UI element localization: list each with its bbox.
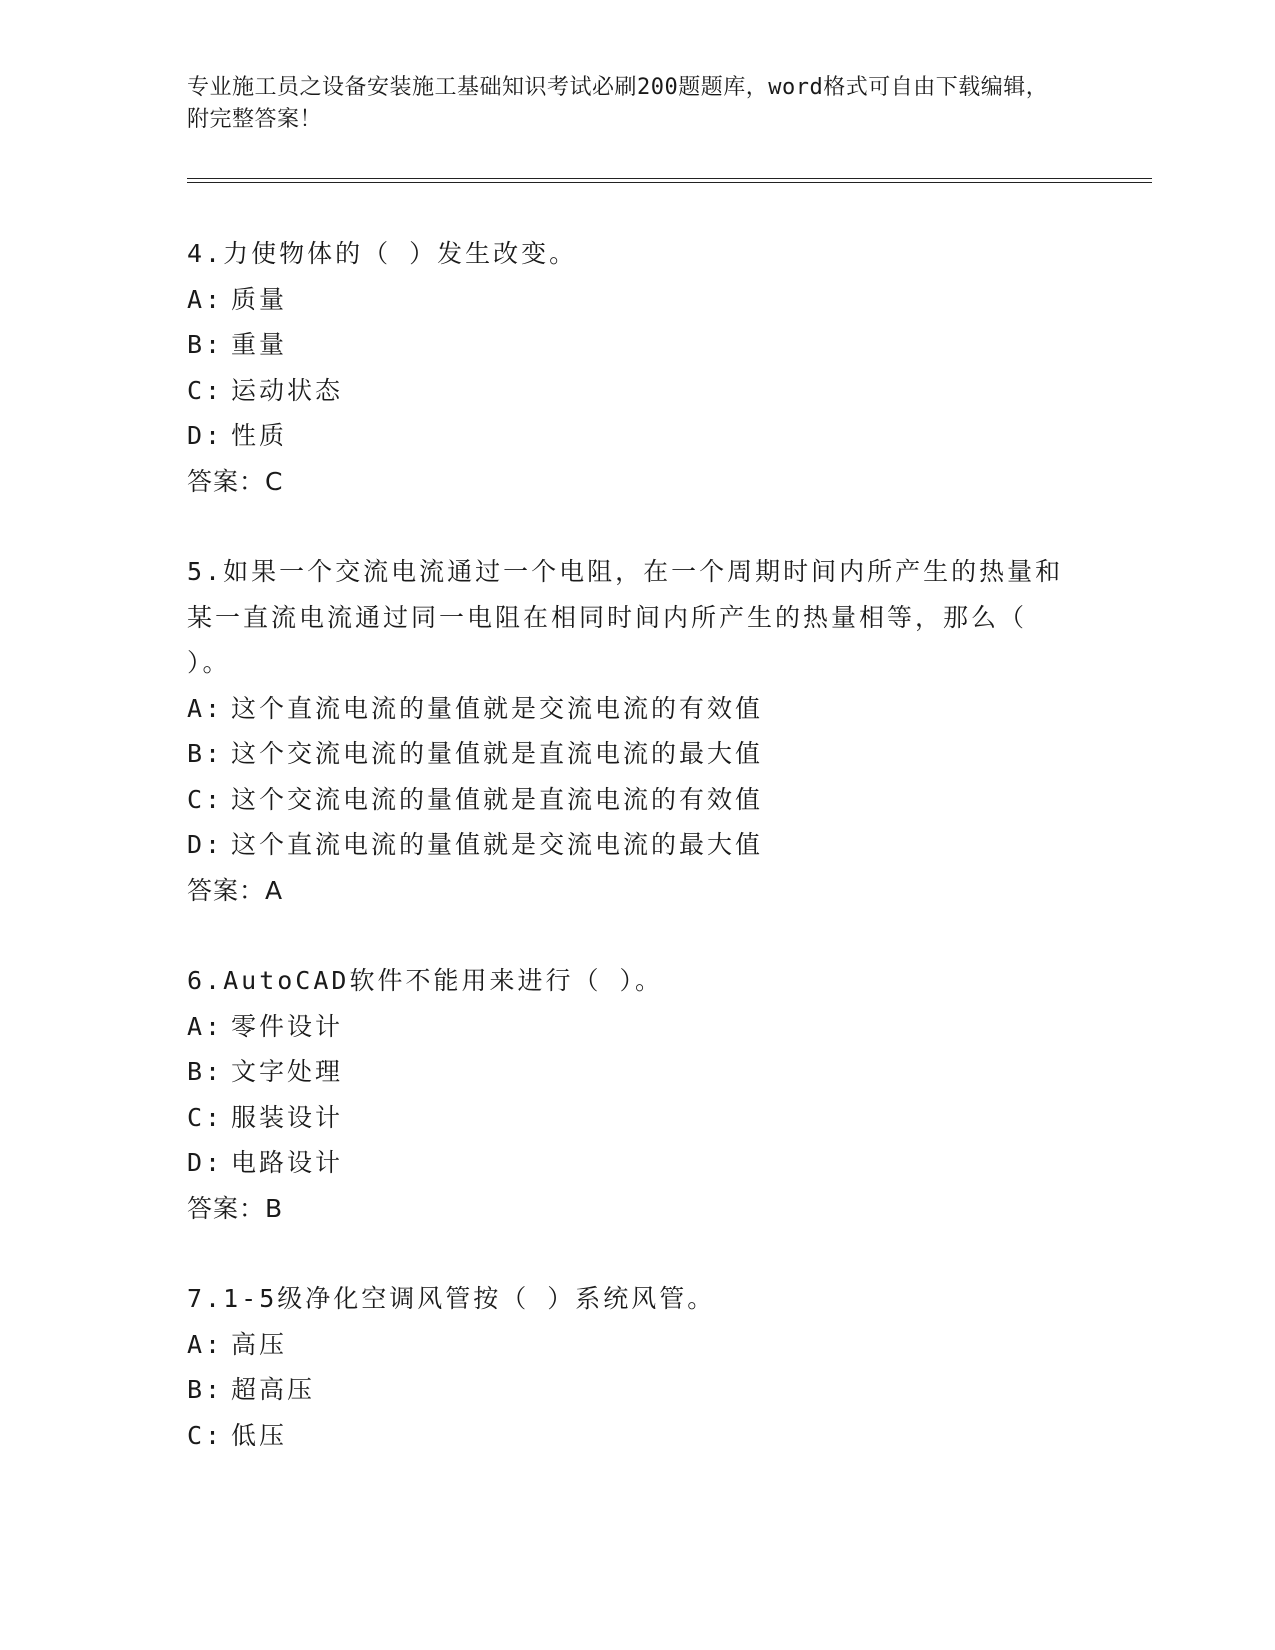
- option-b: [187, 322, 1067, 368]
- option-key: B:: [187, 739, 224, 768]
- question-7: [187, 1276, 1067, 1458]
- option-b: [187, 1049, 1067, 1095]
- option-key: A:: [187, 693, 224, 723]
- option-text: 这个交流电流的量值就是直流电流的有效值: [231, 784, 764, 814]
- option-d: [187, 822, 1067, 868]
- option-text: 低压: [231, 1420, 288, 1450]
- option-key: C:: [187, 784, 224, 814]
- question-list: [187, 231, 1067, 1503]
- option-c: [187, 777, 1067, 823]
- option-c: [187, 1413, 1067, 1459]
- option-key: C:: [187, 375, 224, 405]
- option-key: A:: [187, 1329, 224, 1359]
- option-a: [187, 1004, 1067, 1050]
- answer-line: 答案：B: [187, 1193, 284, 1223]
- answer-line: 答案：C: [187, 466, 284, 496]
- header-divider-bottom: [187, 182, 1152, 183]
- option-text: 性质: [231, 421, 288, 450]
- option-key: B:: [187, 1057, 224, 1086]
- option-d: [187, 413, 1067, 459]
- option-c: [187, 368, 1067, 414]
- option-d: [187, 1140, 1067, 1186]
- option-key: B:: [187, 330, 224, 359]
- option-key: A:: [187, 284, 224, 314]
- option-text: 电路设计: [231, 1148, 344, 1177]
- option-text: 高压: [231, 1329, 288, 1359]
- option-a: [187, 686, 1067, 732]
- header-divider-top: [187, 178, 1152, 179]
- option-a: [187, 1322, 1067, 1368]
- option-text: 重量: [231, 330, 288, 359]
- option-text: 这个交流电流的量值就是直流电流的最大值: [231, 739, 764, 768]
- option-c: [187, 1095, 1067, 1141]
- option-key: B:: [187, 1375, 224, 1404]
- option-text: 这个直流电流的量值就是交流电流的有效值: [231, 693, 764, 723]
- option-text: 超高压: [231, 1375, 316, 1404]
- question-stem: 4.力使物体的（ ）发生改变。: [187, 239, 578, 268]
- option-text: 运动状态: [231, 375, 344, 405]
- document-title: 专业施工员之设备安装施工基础知识考试必刷200题题库，word格式可自由下载编辑，附完整答案！: [187, 75, 1049, 132]
- question-4: [187, 231, 1067, 504]
- option-key: C:: [187, 1420, 224, 1450]
- question-stem: 5.如果一个交流电流通过一个电阻，在一个周期时间内所产生的热量和某一直流电流通过同一电阻在相同时间内所产生的热量相等，那么（ ）。: [187, 557, 1064, 677]
- answer-line: 答案：A: [187, 875, 284, 905]
- option-text: 文字处理: [231, 1057, 344, 1086]
- option-text: 服装设计: [231, 1102, 344, 1132]
- option-text: 零件设计: [231, 1011, 344, 1041]
- option-a: [187, 277, 1067, 323]
- option-key: C:: [187, 1102, 224, 1132]
- option-text: 这个直流电流的量值就是交流电流的最大值: [231, 830, 764, 859]
- option-text: 质量: [231, 284, 288, 314]
- question-6: [187, 958, 1067, 1231]
- option-b: [187, 1367, 1067, 1413]
- question-stem: 7.1-5级净化空调风管按（ ）系统风管。: [187, 1284, 716, 1313]
- option-key: A:: [187, 1011, 224, 1041]
- option-b: [187, 731, 1067, 777]
- question-5: [187, 549, 1067, 913]
- option-key: D:: [187, 421, 224, 450]
- question-stem: 6.AutoCAD软件不能用来进行（ ）。: [187, 966, 664, 995]
- option-key: D:: [187, 830, 224, 859]
- option-key: D:: [187, 1148, 224, 1177]
